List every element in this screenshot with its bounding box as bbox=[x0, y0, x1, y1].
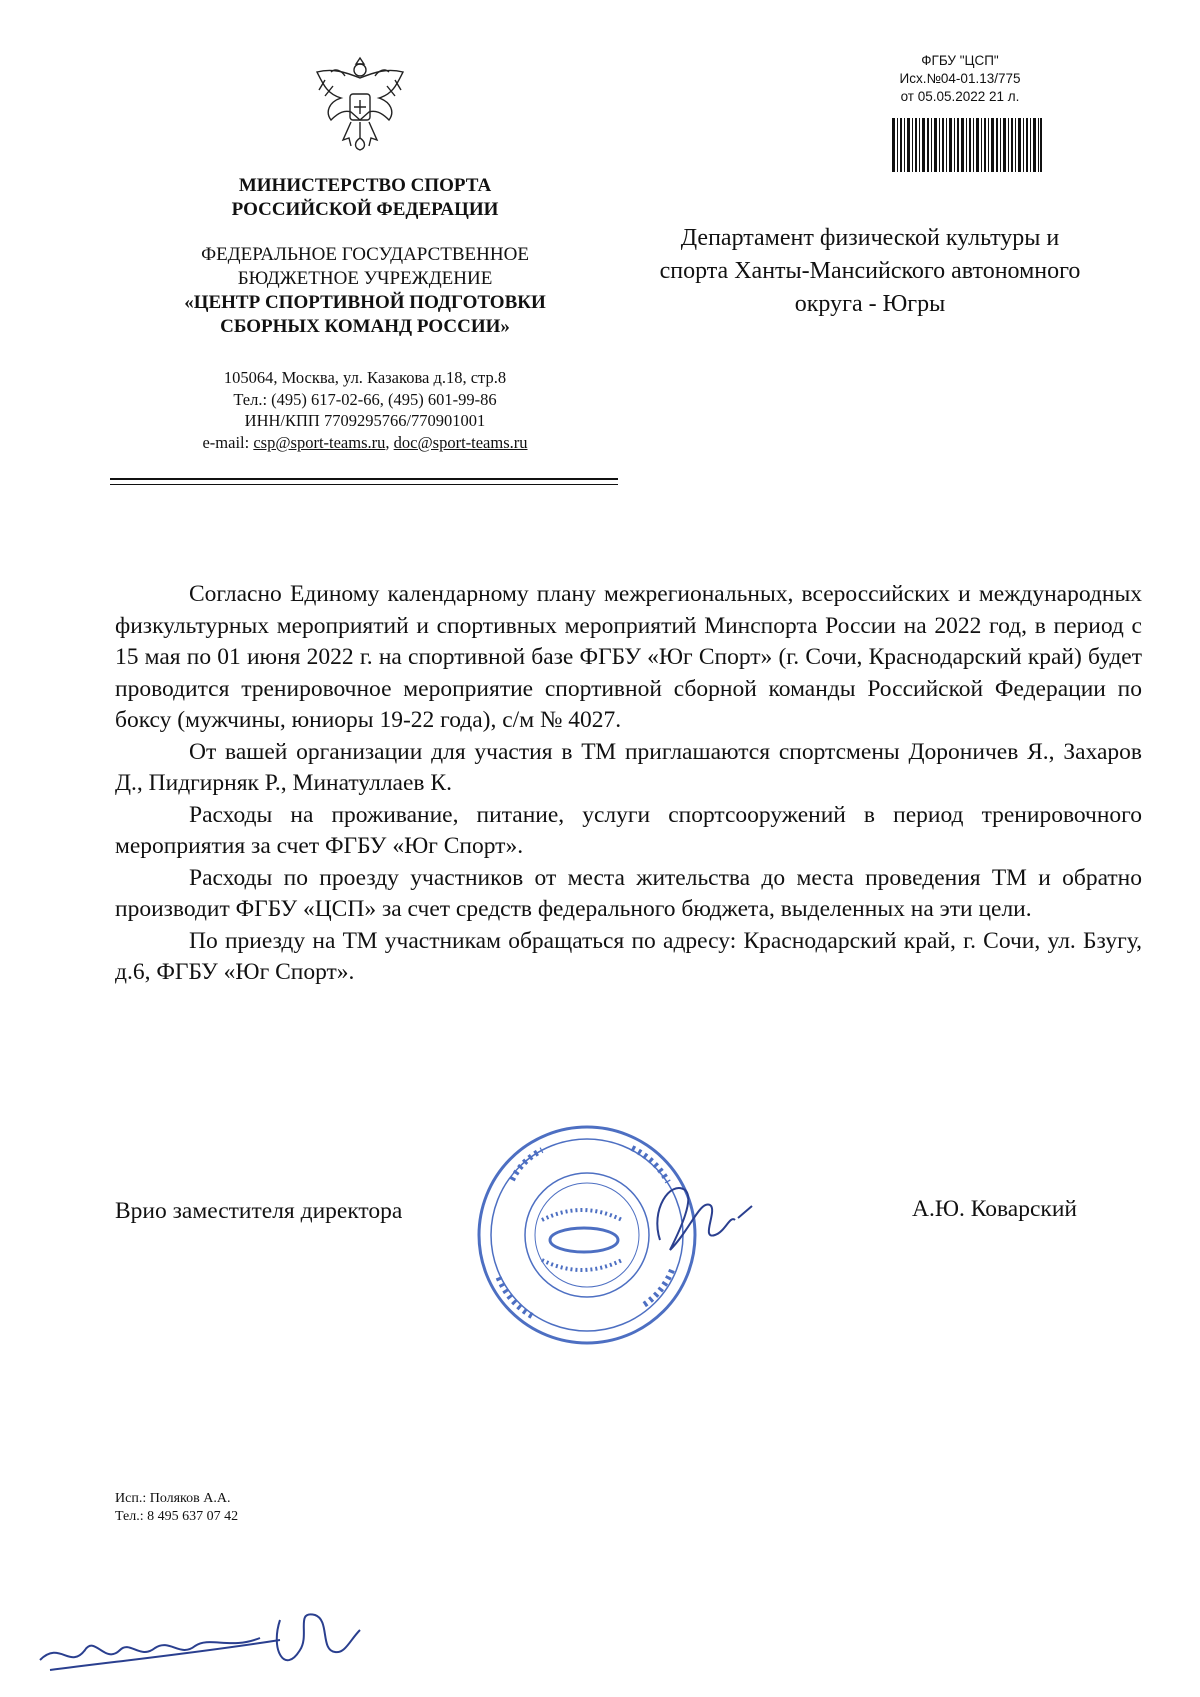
registration-date: от 05.05.2022 21 л. bbox=[900, 89, 1020, 104]
barcode bbox=[892, 118, 1042, 172]
organization-contacts bbox=[120, 367, 610, 453]
letter-body bbox=[115, 579, 1142, 989]
postal-address: 105064, Москва, ул. Казакова д.18, стр.8 bbox=[223, 368, 507, 387]
header-divider-thick bbox=[110, 478, 618, 480]
email-link-doc[interactable]: doc@sport-teams.ru bbox=[393, 432, 528, 452]
recipient-block bbox=[610, 222, 1130, 321]
org-name-line-1: «ЦЕНТР СПОРТИВНОЙ ПОДГОТОВКИ bbox=[184, 292, 546, 313]
executor-info bbox=[115, 1490, 238, 1526]
paragraph-travel: Расходы по проезду участников от места жительства до места проведения ТМ и обратно производит ФГБУ «ЦСП» за счет средств федерального бюджета, выделенных на эти цели. bbox=[115, 864, 1142, 922]
recipient-line-1: Департамент физической культуры и bbox=[680, 225, 1060, 251]
email-label: e-mail: bbox=[202, 432, 254, 452]
phone-numbers: Тел.: (495) 617-02-66, (495) 601-99-86 bbox=[233, 389, 497, 409]
ministry-heading bbox=[150, 174, 580, 222]
paragraph-accommodation: Расходы на проживание, питание, услуги спортсооружений в период тренировочного мероприятия за счет ФГБУ «Юг Спорт». bbox=[115, 801, 1142, 859]
org-line-2: БЮДЖЕТНОЕ УЧРЕЖДЕНИЕ bbox=[237, 268, 493, 289]
executor-name: Исп.: Поляков А.А. bbox=[115, 1491, 231, 1506]
signatory-title: Врио заместителя директора bbox=[115, 1198, 403, 1224]
registration-org: ФГБУ "ЦСП" bbox=[921, 53, 999, 68]
paragraph-athletes: От вашей организации для участия в ТМ приглашаются спортсмены Дороничев Я., Захаров Д., Пидгирняк Р., Минатуллаев К. bbox=[115, 738, 1142, 796]
executor-phone: Тел.: 8 495 637 07 42 bbox=[115, 1509, 239, 1524]
inn-kpp: ИНН/КПП 7709295766/770901001 bbox=[244, 411, 486, 430]
organization-heading bbox=[120, 243, 610, 339]
paragraph-plan: Согласно Единому календарному плану межрегиональных, всероссийских и международных физкультурных мероприятий и спортивных мероприятий Минспорта России на 2022 год, в период с 15 мая по 01 июня 2022 г. на спортивной базе ФГБУ «Юг Спорт» (г. Сочи, Краснодарский край) будет проводится тренировочное мероприятие спортивной сборной команды Российской Федерации по боксу (мужчины, юниоры 19-22 года), с/м № 4027. bbox=[115, 581, 1142, 733]
signatory-name: А.Ю. Коварский bbox=[912, 1196, 1077, 1222]
recipient-line-2: спорта Ханты-Мансийского автономного bbox=[659, 258, 1081, 284]
email-line bbox=[120, 432, 610, 454]
approval-signatures bbox=[30, 1580, 370, 1690]
coat-of-arms-icon bbox=[305, 50, 415, 162]
registration-stamp bbox=[860, 52, 1060, 106]
header-divider-thin bbox=[110, 484, 618, 485]
org-line-1: ФЕДЕРАЛЬНОЕ ГОСУДАРСТВЕННОЕ bbox=[201, 244, 529, 265]
email-link-csp[interactable]: csp@sport-teams.ru bbox=[253, 432, 386, 452]
email-separator: , bbox=[385, 432, 394, 452]
recipient-line-3: округа - Югры bbox=[794, 291, 946, 317]
ministry-line-2: РОССИЙСКОЙ ФЕДЕРАЦИИ bbox=[231, 199, 499, 220]
ministry-line-1: МИНИСТЕРСТВО СПОРТА bbox=[238, 175, 492, 196]
paragraph-arrival: По приезду на ТМ участникам обращаться по адресу: Краснодарский край, г. Сочи, ул. Бзугу, д.6, ФГБУ «Юг Спорт». bbox=[115, 927, 1142, 985]
director-signature bbox=[640, 1160, 760, 1270]
org-name-line-2: СБОРНЫХ КОМАНД РОССИИ» bbox=[220, 316, 510, 337]
registration-number: Исх.№04-01.13/775 bbox=[899, 71, 1021, 86]
